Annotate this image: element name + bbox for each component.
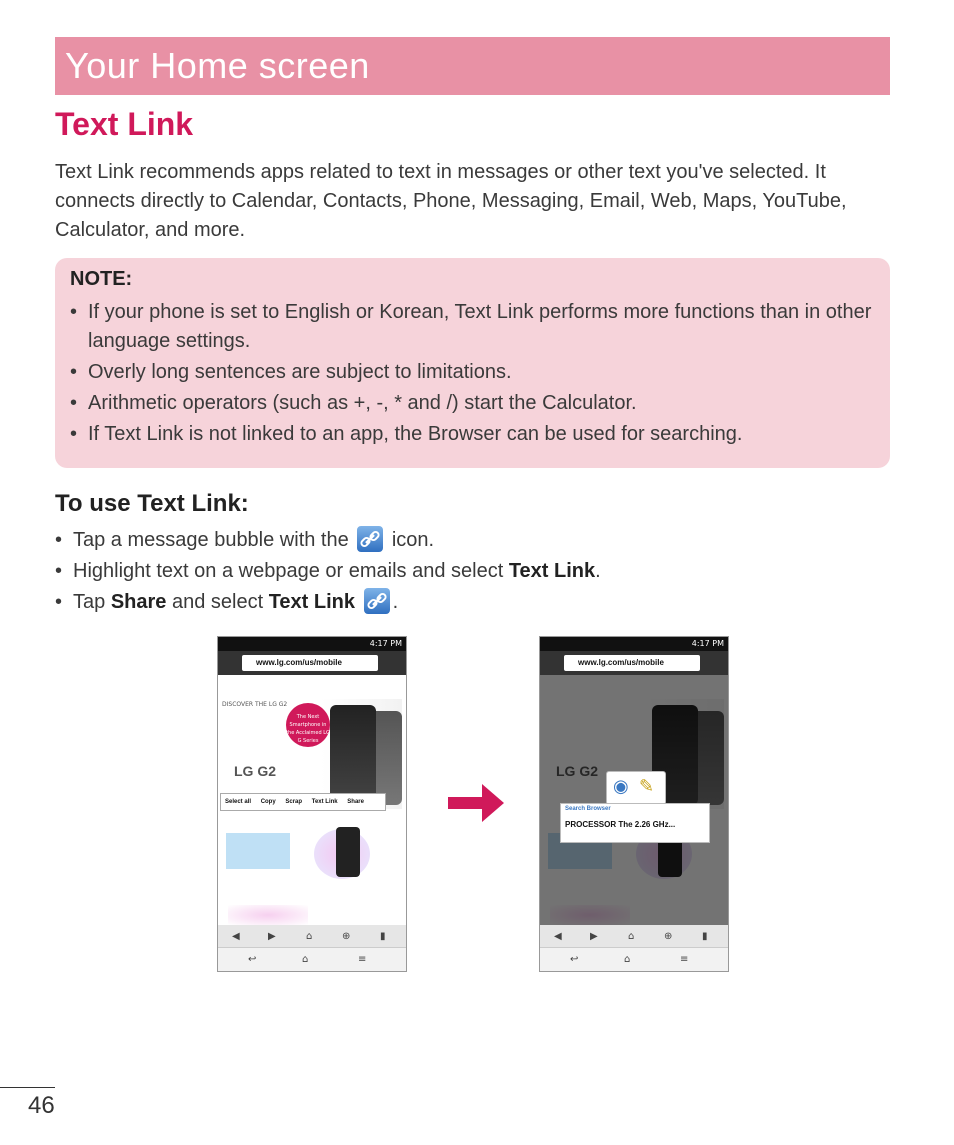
page-header-title: Your Home screen [65, 45, 370, 86]
back-icon[interactable]: ↩ [248, 954, 257, 965]
bookmark-icon[interactable]: ▮ [702, 931, 708, 942]
intro-paragraph: Text Link recommends apps related to text in messages or other text you've selected. It connects directly to Calendar, Contacts, Phone, Messaging, Email, Web, Maps, YouTube, Calculator, and more. [55, 161, 847, 241]
text-link-app-icons [606, 771, 666, 805]
note-list [70, 298, 880, 451]
menu-scrap[interactable]: Scrap [285, 799, 303, 805]
browser-url-bar [218, 651, 406, 675]
add-icon[interactable]: ⊕ [664, 931, 673, 942]
menu-select-all[interactable]: Select all [225, 799, 252, 805]
g2-logo: LG G2 [234, 763, 277, 779]
note-title: NOTE: [70, 268, 133, 290]
bookmark-icon[interactable]: ▮ [380, 931, 386, 942]
browser-nav-bar [218, 925, 406, 947]
hero-phone-front [330, 705, 376, 805]
home-icon[interactable]: ⌂ [306, 931, 313, 942]
note-item: • If your phone is set to English or Korean, Text Link performs more functions than in other language settings. [70, 298, 880, 356]
phone-screenshot-before [217, 636, 407, 972]
text-link-icon [357, 526, 383, 552]
menu-icon[interactable]: ≡ [358, 954, 367, 965]
text-link-popup[interactable] [560, 803, 710, 843]
phone-screenshot-after [539, 636, 729, 972]
note-item: • If Text Link is not linked to an app, the Browser can be used for searching. [70, 420, 880, 449]
context-menu [220, 793, 386, 811]
discover-heading: DISCOVER THE LG G2 [222, 701, 288, 708]
popup-value: PROCESSOR The 2.26 GHz... [565, 820, 676, 829]
menu-share[interactable]: Share [347, 799, 364, 805]
browser-nav-bar [540, 925, 728, 947]
note-box [55, 258, 890, 468]
browser-url-bar [540, 651, 728, 675]
usage-step-3: • Tap Share and select Text Link . [55, 587, 890, 618]
home-button-icon[interactable]: ⌂ [302, 954, 309, 965]
url-field: www.lg.com/us/mobile [242, 655, 378, 671]
usage-step-1: • Tap a message bubble with the icon. [55, 525, 890, 556]
page-number: 46 [28, 1092, 55, 1119]
menu-icon[interactable]: ≡ [680, 954, 689, 965]
phone-graphic [336, 827, 360, 877]
menu-copy[interactable]: Copy [260, 799, 276, 805]
battery-graphic [228, 905, 308, 925]
text-link-icon [364, 588, 390, 614]
status-bar: 4:17 PM [540, 637, 728, 651]
hero-badge: The Next Smartphone in the Acclaimed LG G Series [286, 703, 330, 747]
home-button-icon[interactable]: ⌂ [624, 954, 631, 965]
usage-step-2: • Highlight text on a webpage or emails and select Text Link. [55, 556, 890, 587]
add-icon[interactable]: ⊕ [342, 931, 351, 942]
web-page [218, 675, 406, 925]
usage-steps [55, 525, 890, 618]
selected-text-block [226, 833, 290, 869]
system-bar [218, 947, 406, 972]
popup-label: Search Browser [565, 806, 611, 812]
url-field: www.lg.com/us/mobile [564, 655, 700, 671]
note-item: • Overly long sentences are subject to limitations. [70, 358, 880, 387]
back-arrow-icon[interactable]: ◀ [232, 931, 240, 942]
back-icon[interactable]: ↩ [570, 954, 579, 965]
menu-text-link[interactable]: Text Link [311, 799, 338, 805]
section-title: Text Link [55, 106, 194, 142]
usage-title: To use Text Link: [55, 490, 249, 517]
globe-icon[interactable]: ◉ [613, 776, 629, 797]
system-bar [540, 947, 728, 972]
memo-icon[interactable]: ✎ [639, 776, 655, 797]
header-bar [55, 37, 890, 95]
home-icon[interactable]: ⌂ [628, 931, 635, 942]
forward-arrow-icon[interactable]: ▶ [590, 931, 598, 942]
status-bar: 4:17 PM [218, 637, 406, 651]
footer-rule [0, 1087, 55, 1088]
arrow-right-icon [448, 784, 504, 822]
back-arrow-icon[interactable]: ◀ [554, 931, 562, 942]
note-item: • Arithmetic operators (such as +, -, * and /) start the Calculator. [70, 389, 880, 418]
forward-arrow-icon[interactable]: ▶ [268, 931, 276, 942]
